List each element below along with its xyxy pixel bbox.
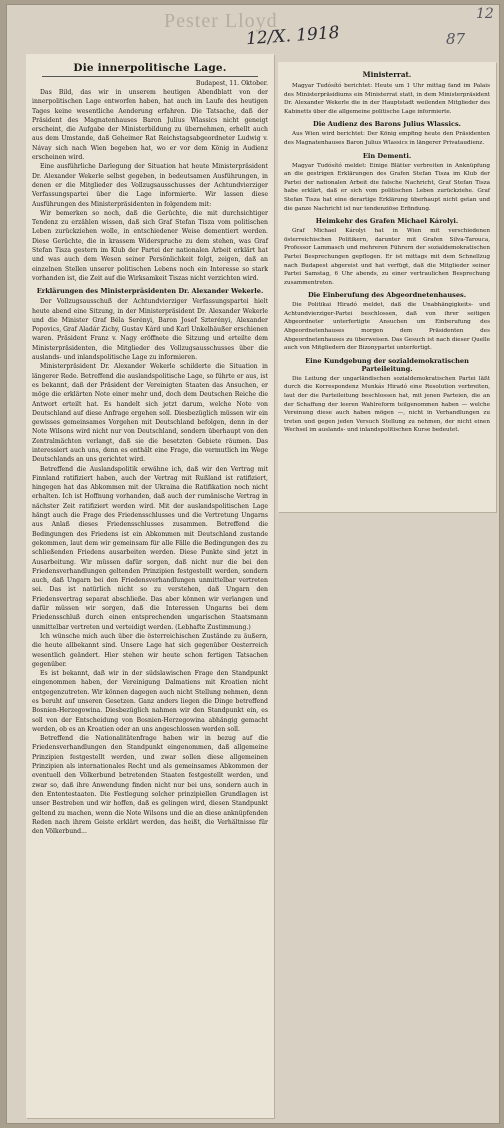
paragraph: Die Politikai Hiradó meldet, daß die Unabhängigkeits- und Achtundvierziger-Partei beschlossen, daß von ihrer seitigen Abgeordneter unterfertigte Ansuchen um Einberufung des Abgeordnetenhauses morgen dem Präsidenten des Abgeordnetenhauses zu überweisen. Das Gesuch ist nach dieser Quelle auch von Mitgliedern der Bizonypartei unterfertigt. xyxy=(284,302,490,352)
subheading: Erklärungen des Ministerpräsidenten Dr. Alexander Wekerle. xyxy=(36,287,264,296)
subheading: Heimkehr des Grafen Michael Károlyi. xyxy=(315,217,459,226)
paragraph: Das Bild, das wir in unserem heutigen Abendblatt von der innerpolitischen Lage entworfen haben, hat auch im Laufe des heutigen Tages keine wesentliche Aenderung erfahren. Die Tatsache, daß der Präsident des Magnatenhauses Baron Julius Wlassics nicht geneigt erscheint, die Aufgabe der Ministerbildung zu übernehmen, erhellt auch aus dem Umstande, daß Geheimer Rat Reichstagsabgeordneter Ludwig v. Návay sich nach Wien begeben hat, wo er vor dem König in Audienz erscheinen wird. xyxy=(32,89,268,162)
corner-mark: 12 xyxy=(476,6,494,22)
paragraph: Magyar Tudósító berichtet: Heute um 1 Uhr mittag fand im Palais des Ministerpräsidiums ein Ministerrat statt, in dem Ministerpräsident Dr. Alexander Wekerle die in der Hauptstadt weilenden Mitglieder des Kabinetts über die allgemeine politische Lage informierte. xyxy=(284,83,490,115)
paragraph: Ministerpräsident Dr. Alexander Wekerle schilderte die Situation in längerer Rede. Betreffend die auslandspolitische Lage, so führte er aus, ist es bekannt, daß der Präsident der Vereinigten Staaten das Ansuchen, er möge die erklärten Note einer mehr und, doch dem Deutschen Reiche die Antwort erteilt hat. Es handelt sich jetzt darum, welche Note von Deutschland auf diese Anfrage ergehen soll. Diesbezüglich müssen wir ein gewisses gemeinsames Vorgehen mit Deutschland befolgen, denn in der Note Wilsons wird nicht nur von Deutschland, sondern überhaupt von den Zentralmächten verlangt, daß sie die besetzten Gebiete räumen. Das interessiert auch uns, denn es enthält eine Frage, die vermutlich im Wege Deutschlands an uns gerichtet wird. xyxy=(32,363,268,464)
paragraph: Betreffend die Nationalitätenfrage haben wir in bezug auf die Friedensverhandlungen den Standpunkt eingenommen, daß allgemeine Prinzipien festgestellt werden, und zwar sollen diese allgemeinen Prinzipien als internationales Recht und als gemeinsames Abkommen der eventuell den Völkerbund betretenden Staaten festgestellt werden, und zwar so, daß ihre Anwendung finden nicht nur bei uns, sondern auch in den Ententestaaten. Die Festlegung solcher prinzipiellen Grundlagen ist unser Bestreben und wir hoffen, daß es gelingen wird, diesen Standpunkt geltend zu machen, wenn die Note Wilsons und die an diese anknüpfenden Reden nach ihrem Geiste erklärt werden, das heißt, die Verhältnisse für den Völkerbund... xyxy=(32,735,268,836)
handwritten-page-number: 87 xyxy=(446,30,466,48)
article-title: Die innerpolitische Lage. xyxy=(73,62,227,74)
paragraph: Ich wünsche mich auch über die österreichischen Zustände zu äußern, die heute allbekannt sind. Unsere Lage hat sich gegenüber Oesterreich wesentlich geändert. Hier stehen wir heute schon fertigen Tatsachen gegenüber. xyxy=(32,632,268,668)
title-rule xyxy=(42,76,258,77)
handwritten-date: 12/X. 1918 xyxy=(245,22,341,50)
paragraph: Eine ausführliche Darlegung der Situation hat heute Ministerpräsident Dr. Alexander Wekerle selbst gegeben, in bedeutsamen Ausführungen, in denen er die Mitglieder des Vollzugsausschusses der Achtundvierziger Verfassungspartei über die Lage informierte. Wir lassen diese Ausführungen des Ministerpräsidenten in folgendem mit: xyxy=(32,163,268,208)
subheading: Die Audienz des Barons Julius Wlassics. xyxy=(313,120,461,129)
dateline: Budapest, 11. Oktober. xyxy=(195,80,268,87)
article-title: Ministerrat. xyxy=(362,70,412,79)
paragraph: Der Vollzugsausschuß der Achtundvierziger Verfassungspartei hielt heute abend eine Sitzung, in der Ministerpräsident Dr. Alexander Wekerle und die Minister Graf Béla Serényi, Baron Josef Szterényi, Alexander Popovics, Graf Aladár Zichy, Gustav Kárd und Karl Unkelhäußer erschienen waren. Präsident Franz v. Nagy eröffnete die Sitzung und erteilte dem Ministerpräsidenten, die Mitglieder des Vollzugsausschusses über die auslands- und inlandspolitische Lage zu informieren. xyxy=(32,298,268,362)
paragraph: Aus Wien wird berichtet: Der König empfing heute den Präsidenten des Magnatenhauses Baron Julius Wlassics in längerer Privataudienz. xyxy=(284,131,490,146)
subheading: Ein Dementi. xyxy=(362,151,412,160)
paragraph: Es ist bekannt, daß wir in der südslawischen Frage den Standpunkt eingenommen haben, der Vereinigung Dalmatiens mit Kroatien nicht entgegenzutreten. Wir können dagegen auch nicht Stellung nehmen, denn es beruht auf unseren Gesetzen. Ganz anders liegen die Dinge betreffend Bosnien-Herzegowina. Diesbezüglich nahmen wir den Standpunkt ein, es soll von der Entscheidung von Bosnien-Herzegowina abhängig gemacht werden, ob es an Kroatien oder an uns angeschlossen werden soll. xyxy=(32,670,268,733)
left-clipping xyxy=(26,54,274,1118)
right-clipping xyxy=(278,62,496,512)
paragraph: Magyar Tudósító meldet: Einige Blätter verbreiten in Anknüpfung an die gestrigen Erklärungen des Grafen Stefan Tisza im Klub der Partei der nationalen Arbeit die falsche Nachricht, Graf Stefan Tisza habe erklärt, daß er sich vom politischen Leben zurückziehe. Graf Stefan Tisza hat eine derartige Erklärung überhaupt nicht getan und die ganze Nachricht ist nur tendenziöse Erfindung. xyxy=(284,162,490,212)
subheading: Eine Kundgebung der sozialdemokratischen Parteileitung. xyxy=(305,356,469,373)
paragraph: Die Leitung der ungarländischen sozialdemokratischen Partei läßt durch die Korrespondenz Munkás Hiradó eine Resolution verbreiten, laut der die Parteileitung beschlossen hat, mit jenen Parteien, die an der Schaffung der leeren Wahlreform teilgenommen haben — welche Vereinung diese auch haben mögen —, nicht in Verhandlungen zu treten und gegen jeden Versuch Stellung zu nehmen, der nicht einen Wechsel im auslands- und inlandspolitischen Kurse bedeutet. xyxy=(284,375,490,434)
paragraph: Graf Michael Károlyi hat in Wien mit verschiedenen österreichischen Politikern, darunter mit Grafen Silva-Tarouca, Professor Lammasch und mehreren Führern der sozialdemokratischen Partei Besprechungen gepflogen. Er ist mittags mit dem Schnellzug nach Budapest abgereist und hat verfügt, daß die Mitglieder seiner Partei Samstag, 6 Uhr abends, zu einer vertraulichen Besprechung zusammentreten. xyxy=(284,228,490,286)
newspaper-stamp: Pester Lloyd xyxy=(164,10,278,32)
subheading: Die Einberufung des Abgeordnetenhauses. xyxy=(307,291,467,300)
paragraph: Betreffend die Auslandspolitik erwähne ich, daß wir den Vertrag mit Finnland ratifiziert haben, auch der Vertrag mit Rußland ist ratifiziert, hingegen hat das Abkommen mit der Ukraina die Ratifikation noch nicht erhalten. Ich ist Hoffnung vorhanden, daß auch der rumänische Vertrag in nächster Zeit ratifiziert werden wird. Mit der auslandspolitischen Lage hängt auch die Frage des Friedensschlusses und die Vertretung Ungarns aus Anlaß dieses Friedensschlusses zusammen. Betreffend die Bedingungen des Friedens ist ein Abkommen mit Deutschland zustande gekommen, laut dem wir gemeinsam für alle Fälle die Bedingungen des zu schließenden Friedens ausarbeiten werden. Diese Punkte sind jetzt in Ausarbeitung. Wir müssen dafür sorgen, daß nicht nur die bei den Friedensverhandlungen geltenden Prinzipien festgestellt werden, sondern auch, daß Ungarn bei den Friedensverhandlungen unmittelbar vertreten sei. Das ist natürlich nicht so zu verstehen, daß Ungarn den Friedensvertrag separat abschließe. Das aber können wir verlangen und dafür müssen wir sorgen, daß die Interessen Ungarns bei dem Friedensschluß durch einen entsprechenden ungarischen Staatsmann unmittelbar vertreten und verteidigt werden. (Lebhafte Zustimmung.) xyxy=(32,465,268,631)
paragraph: Wir bemerken so noch, daß die Gerüchte, die mit durchsichtiger Tendenz zu erzählen wissen, daß sich Graf Stefan Tisza vom politischen Leben zurückziehen wolle, in entschiedener Weise dementiert werden. Diese Gerüchte, die in krassem Widerspruche zu dem stehen, was Graf Stefan Tisza gestern im Klub der Partei der nationalen Arbeit erklärt hat und was auch dem Wesen seiner Persönlichkeit folgt, zeigen, daß an einzelnen Stellen unserer politischen Lebens noch ein Interesse so stark vorhanden ist, die Zeit auf die Wirksamkeit Tiszas nicht verzichten wird. xyxy=(32,209,268,282)
